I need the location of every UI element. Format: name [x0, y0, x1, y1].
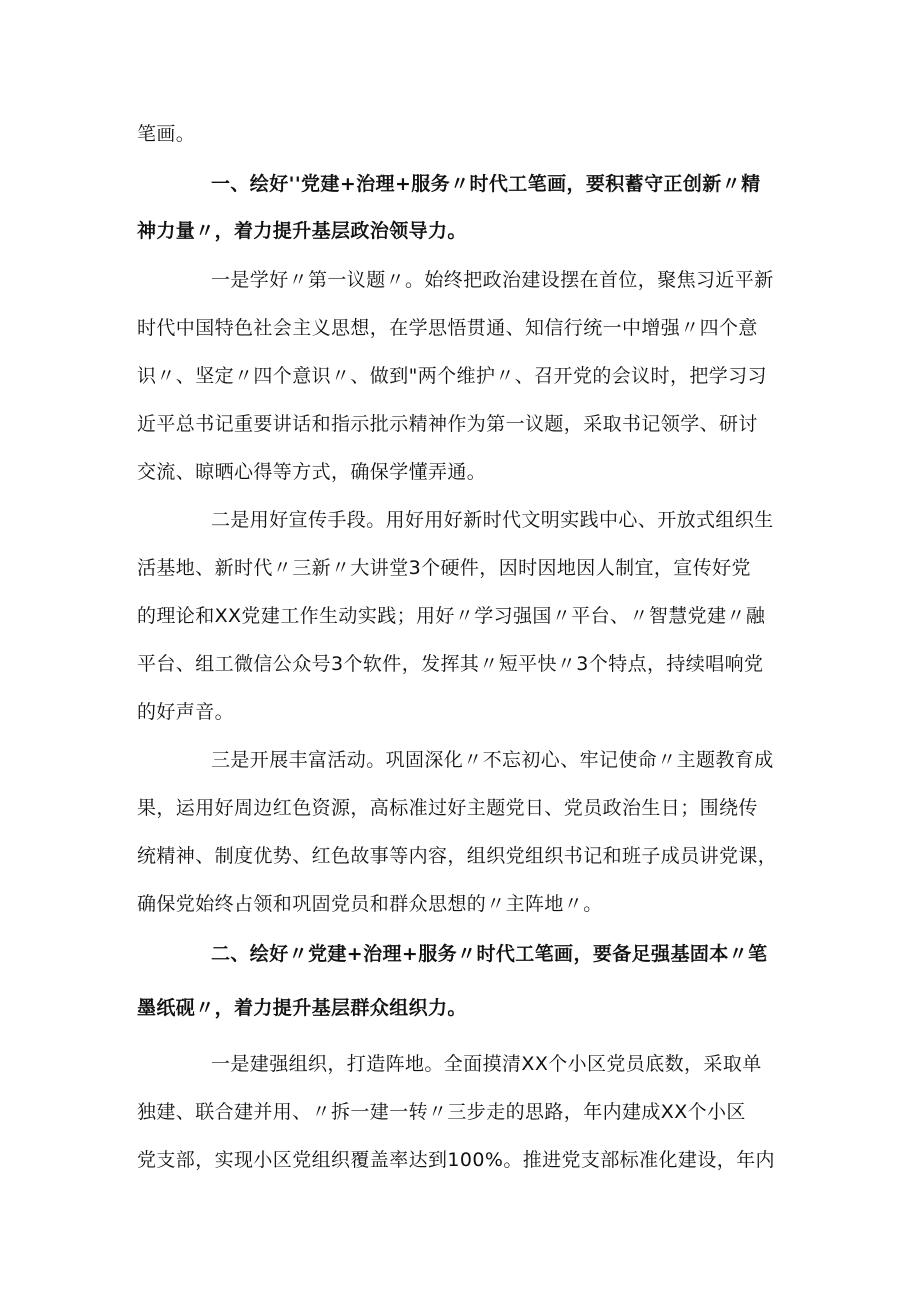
text-line: 独建、联合建并用、〃拆一建一转〃三步走的思路，年内建成XX个小区 — [137, 1101, 746, 1123]
text-line: 识〃、坚定〃四个意识〃、做到"两个维护〃、召开党的会议时，把学习习 — [137, 365, 767, 387]
text-line: 时代中国特色社会主义思想，在学思悟贯通、知信行统一中增强〃四个意 — [137, 317, 758, 339]
text-line: 交流、晾晒心得等方式，确保学懂弄通。 — [137, 461, 487, 483]
section-heading: 一、绘好''党建+治理+服务〃时代工笔画，要积蓄守正创新〃精 — [211, 173, 761, 195]
section-heading: 神力量〃，着力提升基层政治领导力。 — [137, 220, 467, 242]
text-line: 的理论和XX党建工作生动实践；用好〃学习强国〃平台、〃智慧党建〃融 — [137, 605, 766, 627]
text-line: 一是建强组织，打造阵地。全面摸清XX个小区党员底数，采取单 — [211, 1053, 762, 1075]
text-line: 一是学好〃第一议题〃。始终把政治建设摆在首位，聚焦习近平新 — [211, 269, 774, 291]
text-line: 确保党始终占领和巩固党员和群众思想的〃主阵地〃。 — [137, 893, 603, 915]
text-line: 三是开展丰富活动。巩固深化〃不忘初心、牢记使命〃主题教育成 — [211, 749, 774, 771]
section-heading: 二、绘好〃党建+治理+服务〃时代工笔画，要备足强基固本〃笔 — [211, 943, 768, 965]
text-line: 平台、组工微信公众号3个软件，发挥其〃短平快〃3个特点，持续唱响党 — [137, 653, 764, 675]
text-line: 的好声音。 — [137, 701, 235, 723]
section-heading: 墨纸砚〃，着力提升基层群众组织力。 — [137, 997, 467, 1019]
text-line: 二是用好宣传手段。用好用好新时代文明实践中心、开放式组织生 — [211, 509, 774, 531]
text-line: 笔画。 — [137, 123, 196, 145]
text-line: 果，运用好周边红色资源，高标准过好主题党日、党员政治生日；围绕传 — [137, 797, 758, 819]
text-line: 党支部，实现小区党组织覆盖率达到100%。推进党支部标准化建设，年内 — [137, 1149, 775, 1171]
text-line: 近平总书记重要讲话和指示批示精神作为第一议题，采取书记领学、研讨 — [137, 413, 758, 435]
text-line: 统精神、制度优势、红色故事等内容，组织党组织书记和班子成员讲党课， — [137, 845, 778, 867]
text-line: 活基地、新时代〃三新〃大讲堂3个硬件，因时因地因人制宜，宣传好党 — [137, 557, 751, 579]
